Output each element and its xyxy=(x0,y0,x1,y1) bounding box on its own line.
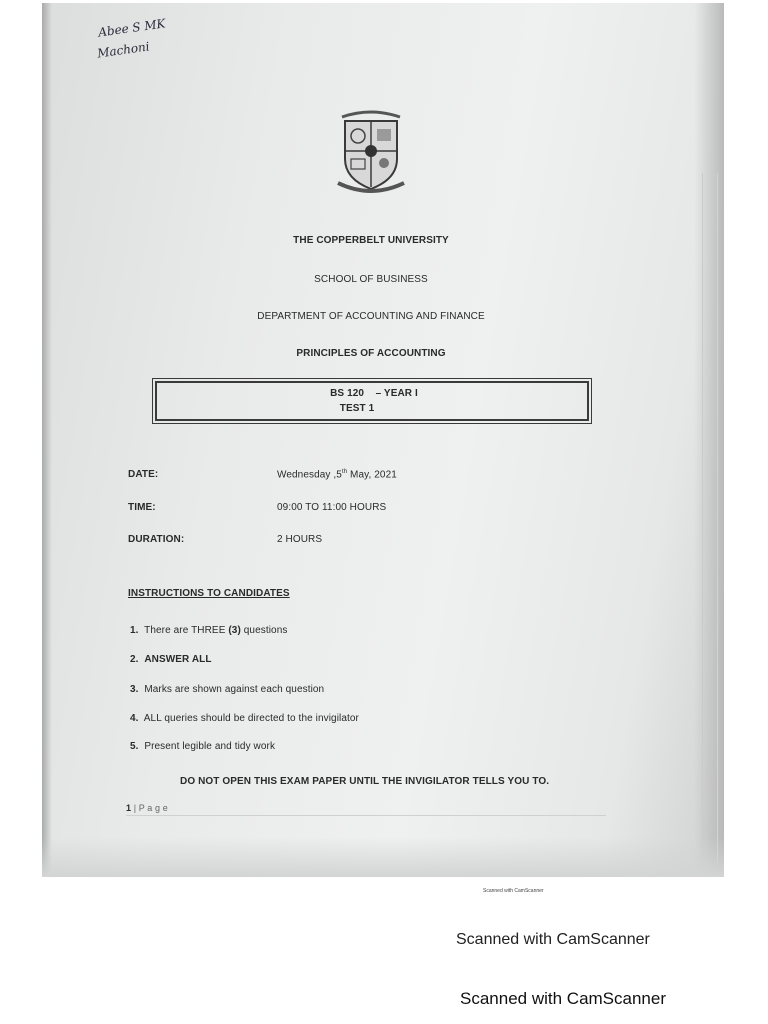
instruction-item xyxy=(130,741,275,752)
instruction-number: 5. xyxy=(130,741,139,752)
stacked-sheet-edges xyxy=(702,173,718,863)
department-name: DEPARTMENT OF ACCOUNTING AND FINANCE xyxy=(257,311,485,322)
scanned-page-photo xyxy=(42,3,724,877)
instruction-text: Marks are shown against each question xyxy=(144,684,325,695)
date-ordinal: th xyxy=(341,469,348,475)
date-month-year: May, 2021 xyxy=(347,469,397,481)
date-label: DATE: xyxy=(128,469,159,480)
watermark-mid: Scanned with CamScanner xyxy=(456,931,650,948)
page-shadow-bottom xyxy=(42,837,724,877)
instruction-text: ALL queries should be directed to the invigilator xyxy=(143,713,359,724)
instruction-text-end: questions xyxy=(240,625,288,636)
instruction-number: 3. xyxy=(130,684,139,695)
instruction-text: ANSWER ALL xyxy=(144,654,212,665)
date-value xyxy=(277,469,397,480)
time-value: 09:00 TO 11:00 HOURS xyxy=(277,502,387,513)
handwritten-name: Abee S MK xyxy=(97,16,167,40)
instruction-number: 1. xyxy=(130,625,139,636)
instruction-item xyxy=(130,713,359,724)
page-footer xyxy=(126,803,168,813)
handwritten-surname: Machoni xyxy=(96,39,151,61)
watermark-small: Scanned with CamScanner xyxy=(483,888,544,894)
university-name: THE COPPERBELT UNIVERSITY xyxy=(293,235,449,246)
test-number: TEST 1 xyxy=(339,403,375,414)
course-box xyxy=(155,381,589,421)
instruction-text: Present legible and tidy work xyxy=(144,741,276,752)
instruction-number: 4. xyxy=(130,713,139,724)
warning-text: DO NOT OPEN THIS EXAM PAPER UNTIL THE INVIGILATOR TELLS YOU TO. xyxy=(180,776,550,787)
school-name: SCHOOL OF BUSINESS xyxy=(314,274,428,285)
page-shadow-left xyxy=(42,3,52,877)
instruction-number: 2. xyxy=(130,654,139,665)
instruction-item xyxy=(130,654,212,665)
watermark-large: Scanned with CamScanner xyxy=(460,989,667,1008)
footer-rule xyxy=(126,815,606,816)
page-label: | P a g e xyxy=(133,803,168,813)
course-name: PRINCIPLES OF ACCOUNTING xyxy=(296,348,446,359)
university-crest-logo xyxy=(332,107,410,199)
instructions-heading: INSTRUCTIONS TO CANDIDATES xyxy=(128,588,290,599)
instruction-bold: (3) xyxy=(228,625,241,636)
time-label: TIME: xyxy=(128,502,156,513)
date-text: Wednesday ,5 xyxy=(277,469,342,481)
page-number: 1 xyxy=(126,803,132,813)
instruction-item xyxy=(130,684,324,695)
duration-value: 2 HOURS xyxy=(277,534,323,545)
course-code-year: BS 120 – YEAR I xyxy=(330,388,418,399)
duration-label: DURATION: xyxy=(128,534,185,545)
instruction-text: There are THREE xyxy=(144,625,229,636)
instruction-item xyxy=(130,625,287,636)
